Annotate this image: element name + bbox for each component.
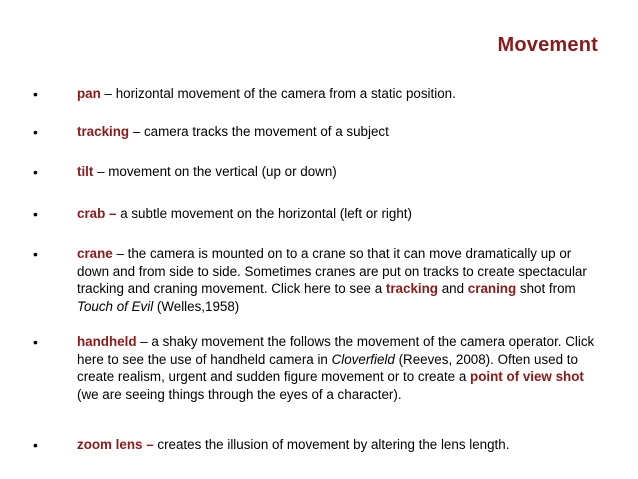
item-text (77, 163, 597, 181)
item-text (77, 436, 597, 454)
term-tilt: tilt (77, 164, 94, 179)
desc-handheld-c: character). (333, 386, 402, 402)
bullet-icon: • (33, 437, 38, 453)
desc-handheld-link-tail: (we are seeing things through the eyes of a (77, 386, 334, 402)
desc-handheld-a: – a shaky movement the follows the movement of the camera operator. Click here to see the use of handheld camera in (77, 334, 595, 367)
item-text (77, 205, 597, 223)
bullet-icon: • (33, 164, 38, 180)
desc-crane-b: and (437, 281, 468, 296)
item-text (77, 245, 597, 315)
bullet-icon: • (33, 206, 38, 222)
desc-tracking: – camera tracks the movement of a subject (129, 124, 389, 139)
bullet-icon: • (33, 124, 38, 140)
desc-pan: – horizontal movement of the camera from a static position. (100, 86, 456, 101)
desc-tilt: – movement on the vertical (up or down) (93, 164, 337, 179)
bullet-icon: • (33, 334, 38, 350)
point-of-view-link[interactable]: point of view shot (470, 369, 584, 384)
craning-link[interactable]: craning (467, 281, 517, 296)
item-text (77, 123, 597, 141)
term-zoom-lens: zoom lens (77, 437, 143, 452)
desc-crane-a: – the camera is mounted on to a crane so that it can move dramatically up or down and from side to side. Sometimes cranes are put on tracks to create spectacular tracking and craning movement. Click here to see a (77, 246, 587, 296)
desc-handheld-b: (Reeves, 2008). Often used to create realism, urgent and sudden figure movement or to create a (77, 351, 578, 384)
item-text (77, 333, 597, 403)
bullet-icon: • (33, 86, 38, 102)
term-handheld: handheld (77, 334, 137, 349)
term-pan: pan (77, 86, 101, 101)
item-text (77, 85, 597, 103)
term-crab: crab (77, 206, 106, 221)
term-crane: crane (77, 246, 113, 261)
bullet-icon: • (33, 246, 38, 262)
dash-zoom-lens: – (142, 437, 154, 452)
desc-zoom-lens: creates the illusion of movement by altering the lens length. (153, 437, 510, 452)
desc-crane-d: (Welles,1958) (153, 298, 240, 314)
desc-crane-c: shot from (516, 281, 576, 296)
film-title-cloverfield: Cloverfield (331, 351, 395, 367)
film-title-touch-of-evil: Touch of Evil (77, 298, 154, 314)
term-tracking: tracking (77, 124, 130, 139)
desc-crab: a subtle movement on the horizontal (left or right) (116, 206, 412, 221)
tracking-link[interactable]: tracking (385, 281, 438, 296)
dash-crab: – (105, 206, 117, 221)
page-title: Movement (497, 34, 598, 56)
